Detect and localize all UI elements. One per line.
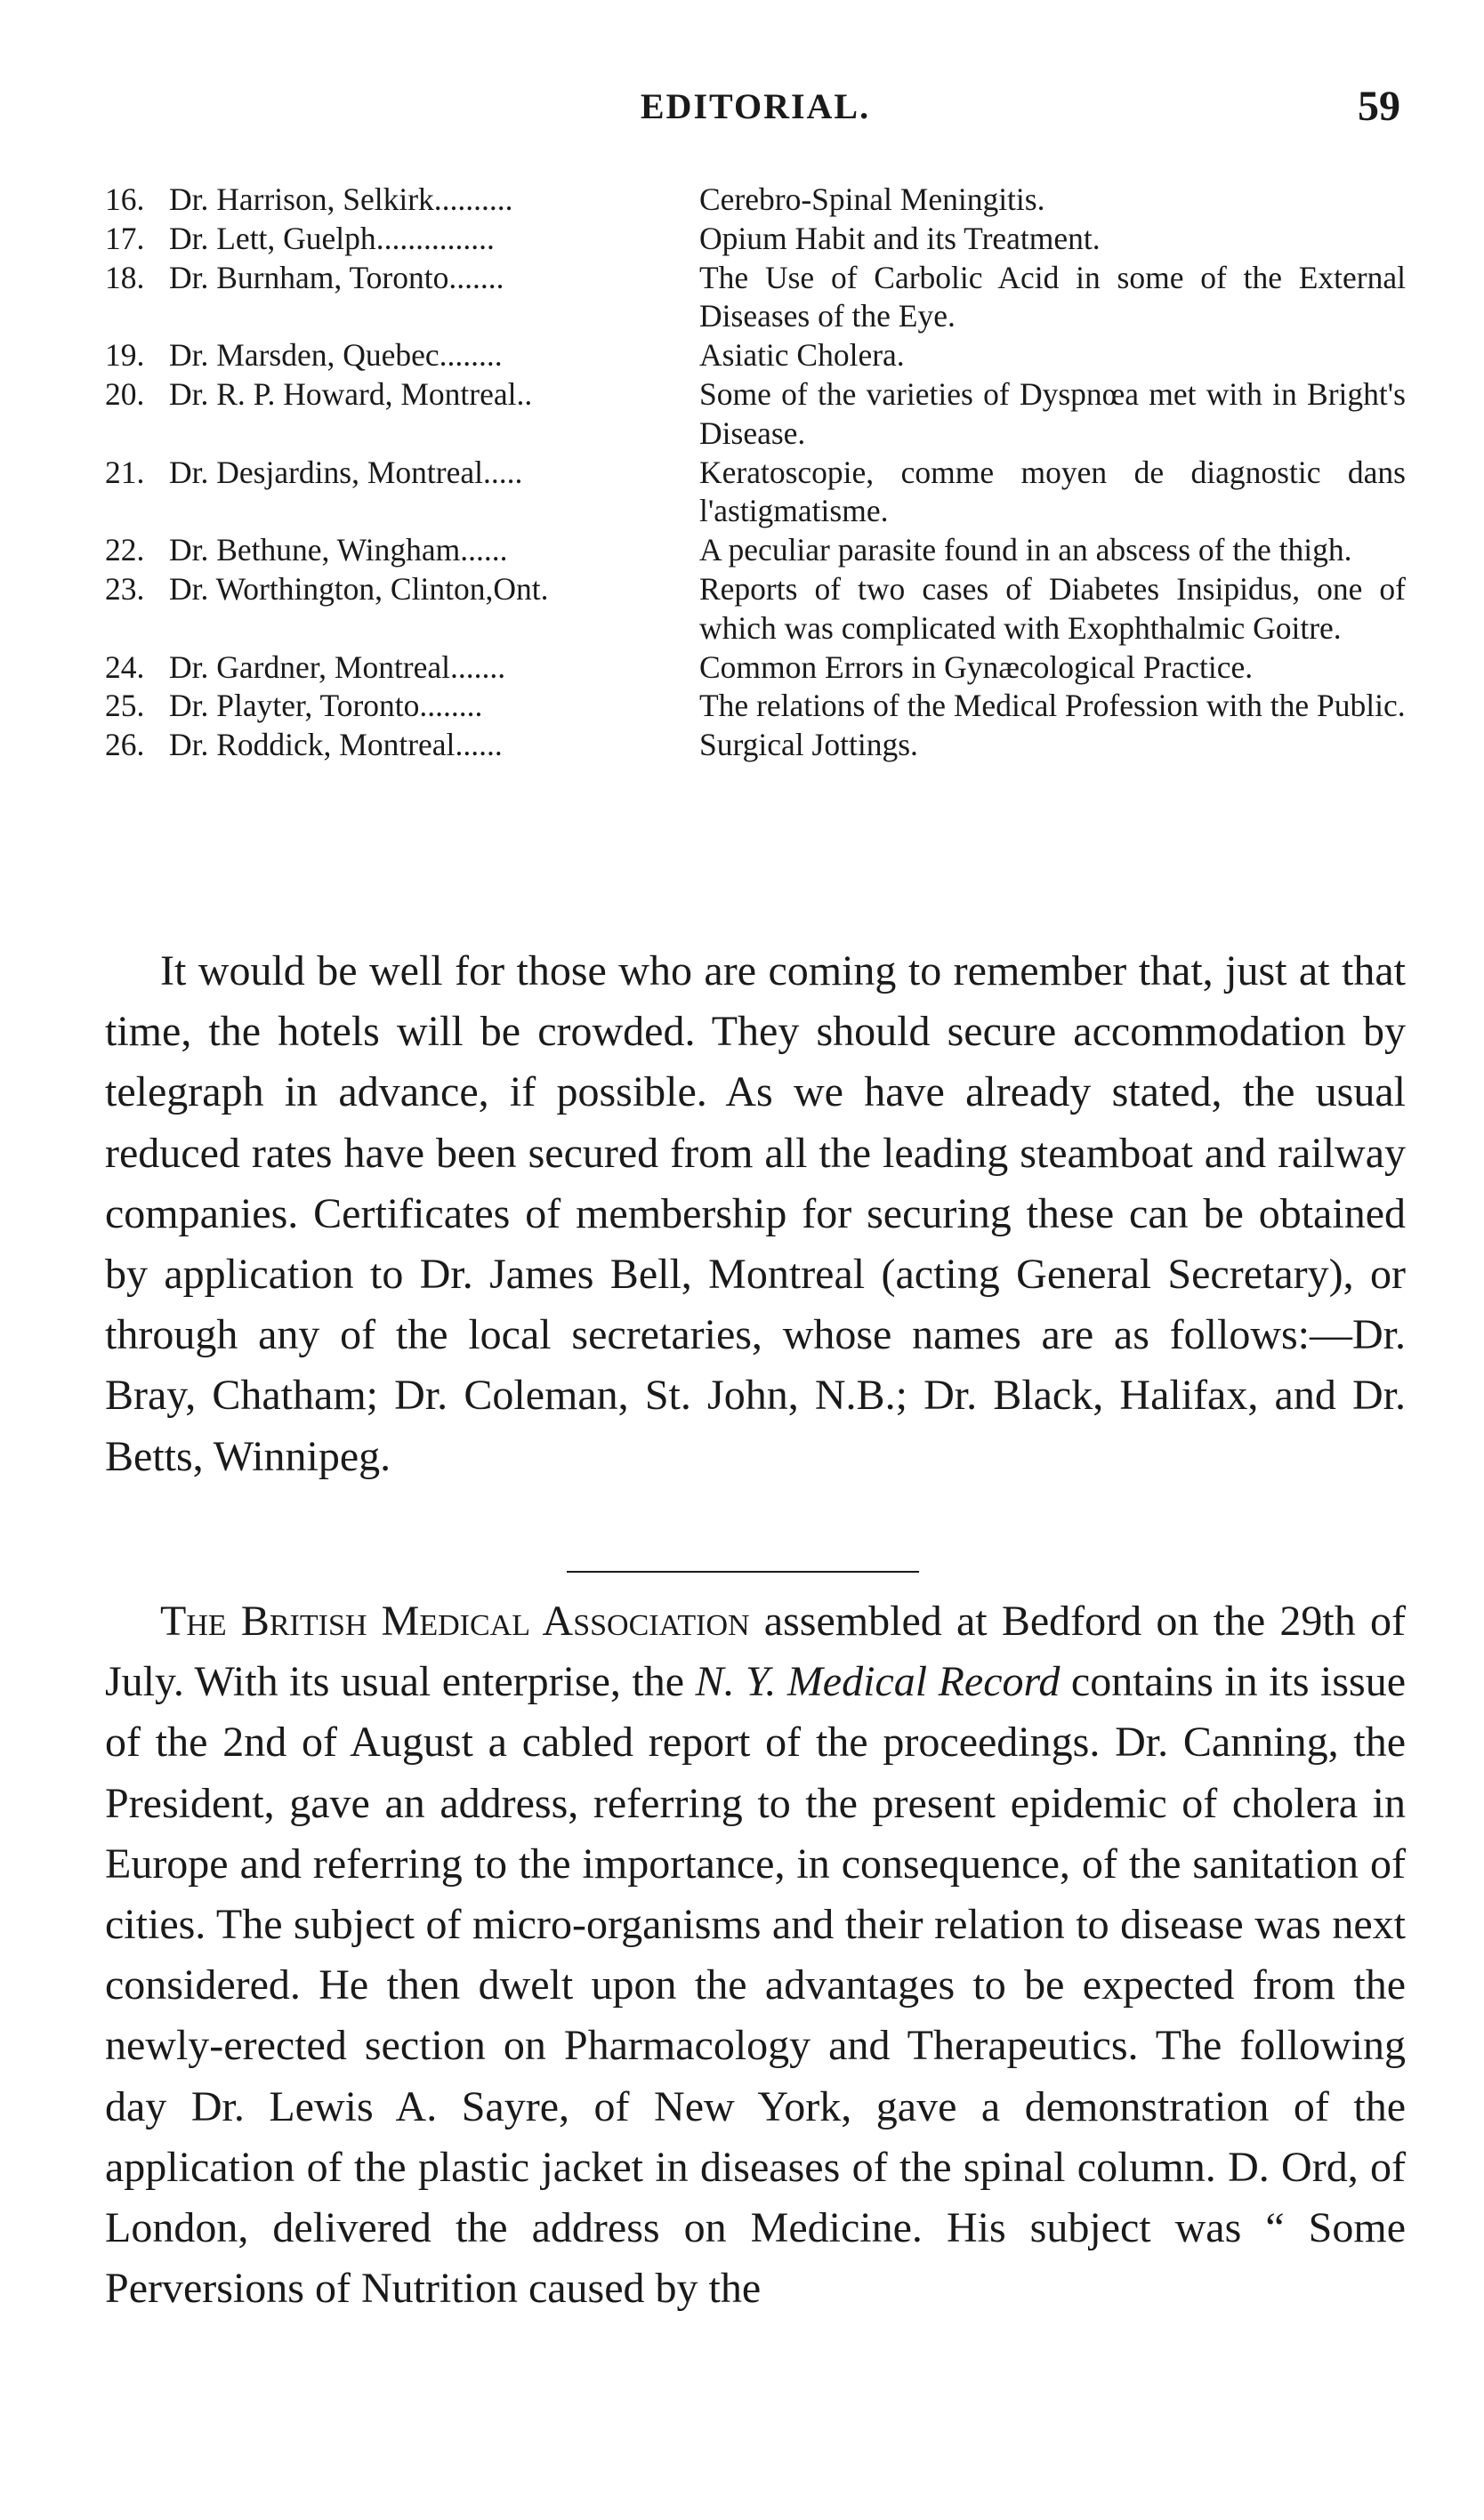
paper-title: A peculiar parasite found in an abscess of the thigh.	[699, 532, 1352, 568]
paper-number: 25.	[105, 688, 145, 724]
list-item	[105, 220, 1406, 259]
paper-number: 24.	[105, 648, 145, 685]
paper-number: 20.	[105, 375, 145, 412]
paper-number: 26.	[105, 727, 145, 763]
list-item	[105, 570, 1406, 648]
journal-title: N. Y. Medical Record	[695, 1658, 1061, 1706]
paper-number: 16.	[105, 181, 145, 217]
paper-author: Dr. Roddick, Montreal......	[169, 727, 503, 763]
paper-title: Cerebro-Spinal Meningitis.	[699, 181, 1045, 217]
list-item	[105, 259, 1406, 337]
list-item	[105, 181, 1406, 220]
section-divider	[567, 1571, 919, 1573]
paper-author: Dr. Lett, Guelph...............	[169, 220, 495, 256]
paper-author: Dr. Harrison, Selkirk..........	[169, 181, 513, 217]
paper-number: 21.	[105, 454, 145, 490]
paper-title: Opium Habit and its Treatment.	[699, 220, 1101, 256]
list-item	[105, 336, 1406, 375]
paper-title: Common Errors in Gynæcological Practice.	[699, 648, 1254, 685]
paper-author: Dr. Gardner, Montreal.......	[169, 648, 506, 685]
paper-title: Keratoscopie, comme moyen de diagnostic dans l'astigmatisme.	[699, 454, 1406, 529]
list-item	[105, 648, 1406, 688]
paper-title: Asiatic Cholera.	[699, 337, 905, 374]
paper-title: Reports of two cases of Diabetes Insipidus, one of which was complicated with Exophthalmic Goitre.	[699, 570, 1406, 646]
running-title: EDITORIAL.	[640, 86, 871, 126]
page-number: 59	[1358, 83, 1400, 130]
list-item	[105, 454, 1406, 532]
paper-author: Dr. Desjardins, Montreal.....	[169, 454, 523, 490]
paper-author: Dr. Playter, Toronto........	[169, 688, 483, 724]
papers-list	[105, 181, 1406, 765]
paper-number: 22.	[105, 532, 145, 568]
list-item	[105, 531, 1406, 570]
paragraph-bma-report: The British Medical Association assembled at Bedford on the 29th of July. With its usual enterprise, the N. Y. Medical Record contains in its issue of the 2nd of August a cabled report of the proceedings. Dr. Canning, the President, gave an address, referring to the present epidemic of cholera in Europe and referring to the importance, in consequence, of the sanitation of cities. The subject of micro-organisms and their relation to disease was next considered. He then dwelt upon the advantages to be expected from the newly-erected section on Pharmacology and Therapeutics. The following day Dr. Lewis A. Sayre, of New York, gave a demonstration of the application of the plastic jacket in diseases of the spinal column. D. Ord, of London, delivered the address on Medicine. His subject was “ Some Perversions of Nutrition caused by the	[105, 1598, 1406, 2313]
page-header	[105, 85, 1406, 139]
paper-title: The Use of Carbolic Acid in some of the External Diseases of the Eye.	[699, 259, 1406, 334]
paper-number: 23.	[105, 570, 145, 607]
list-item	[105, 687, 1406, 726]
paper-number: 17.	[105, 220, 145, 256]
paper-author: Dr. R. P. Howard, Montreal..	[169, 375, 533, 412]
paper-number: 19.	[105, 337, 145, 374]
lead-in-small-caps: The British Medical Association	[160, 1598, 750, 1645]
paper-title: The relations of the Medical Profession with the Public.	[699, 688, 1406, 724]
paper-author: Dr. Worthington, Clinton,Ont.	[169, 570, 549, 607]
paragraph-travel-notice: It would be well for those who are coming to remember that, just at that time, the hotels will be crowded. They should secure accommodation by telegraph in advance, if possible. As we have already stated, the usual reduced rates have been secured from all the leading steamboat and railway companies. Certificates of membership for securing these can be obtained by application to Dr. James Bell, Montreal (acting General Secretary), or through any of the local secretaries, whose names are as follows:—Dr. Bray, Chatham; Dr. Coleman, St. John, N.B.; Dr. Black, Halifax, and Dr. Betts, Winnipeg.	[105, 947, 1406, 1480]
paper-title: Some of the varieties of Dyspnœa met with in Bright's Disease.	[699, 375, 1406, 451]
paper-author: Dr. Bethune, Wingham......	[169, 532, 508, 568]
paper-author: Dr. Marsden, Quebec........	[169, 337, 503, 374]
paper-number: 18.	[105, 259, 145, 295]
paper-title: Surgical Jottings.	[699, 727, 918, 763]
list-item	[105, 375, 1406, 454]
paper-author: Dr. Burnham, Toronto.......	[169, 259, 504, 295]
list-item	[105, 726, 1406, 765]
